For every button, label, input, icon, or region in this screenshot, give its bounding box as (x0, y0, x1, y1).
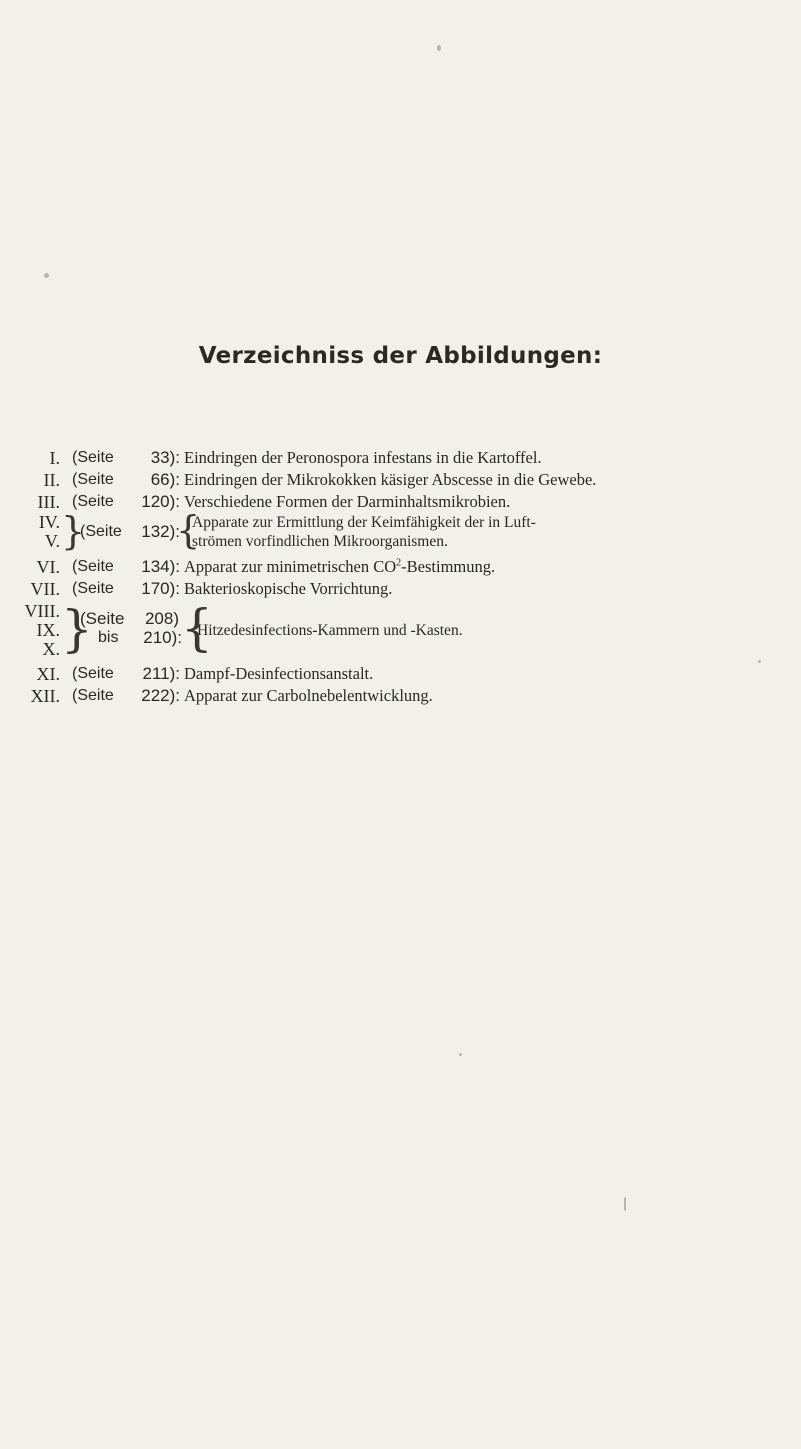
paper-speck (44, 273, 49, 278)
seite-label: (Seite (72, 580, 114, 597)
figure-number: XI. (36, 664, 60, 684)
figure-number: VIII. (24, 601, 60, 621)
paper-speck (437, 45, 441, 51)
seite-label: (Seite (72, 665, 114, 682)
page-number: 170): (141, 579, 180, 598)
right-brace-glyph: } (61, 509, 86, 553)
list-item (0, 469, 801, 491)
superscript: 2 (396, 557, 402, 569)
seite-label: (Seite (72, 471, 114, 488)
list-item (0, 447, 801, 469)
left-brace-glyph: { (176, 508, 201, 552)
figure-number: II. (43, 470, 60, 490)
list-item (0, 578, 801, 600)
seite-label: (Seite (72, 558, 114, 575)
page-number: 132): (141, 522, 180, 541)
page-number: 211): (142, 664, 180, 683)
figure-number: V. (44, 531, 60, 551)
page-number: 33): (150, 448, 180, 467)
paper-speck (459, 1053, 462, 1056)
figure-description: Eindringen der Mikrokokken käsiger Abscesse in die Gewebe. (184, 470, 597, 489)
page-number: 222): (141, 686, 180, 705)
figure-number: VII. (30, 579, 60, 599)
figure-number: III. (37, 492, 60, 512)
seite-label: (Seite (72, 687, 114, 704)
seite-label: (Seite (72, 449, 114, 466)
figure-number: X. (42, 639, 60, 659)
seite-label: (Seite (80, 523, 122, 540)
page-number: 134): (141, 557, 180, 576)
bis-label: bis (98, 629, 119, 646)
figure-number: IX. (36, 620, 60, 640)
figure-description: Bakterioskopische Vorrichtung. (184, 579, 393, 598)
seite-label: (Seite (80, 609, 125, 628)
page-number: 120): (141, 492, 180, 511)
figure-description: Eindringen der Peronospora infestans in die Kartoffel. (184, 448, 542, 467)
figure-description: Apparat zur minimetrischen $CO^2$-Bestimmung. (184, 557, 496, 576)
figure-description: Apparate zur Ermittlung der Keimfähigkeit der in Luft- (192, 514, 536, 531)
figure-description: strömen vorfindlichen Mikroorganismen. (192, 533, 448, 550)
figure-number: IV. (38, 512, 60, 532)
page-title: Verzeichniss der Abbildungen: (198, 343, 603, 369)
figure-description: Verschiedene Formen der Darminhaltsmikrobien. (184, 492, 511, 511)
page-number: 66): (150, 470, 180, 489)
figure-description: Dampf-Desinfectionsanstalt. (184, 664, 374, 683)
right-brace-glyph: } (61, 600, 93, 658)
list-item (0, 556, 801, 578)
figure-description: Apparat zur Carbolnebelentwicklung. (184, 686, 433, 705)
figure-number: XII. (30, 686, 60, 706)
seite-label: (Seite (72, 493, 114, 510)
list-item (0, 685, 801, 707)
figure-number: I. (49, 448, 60, 468)
list-item (0, 491, 801, 513)
page-number-to: 210): (143, 628, 182, 647)
figure-description: Hitzedesinfections-Kammern und -Kasten. (197, 622, 463, 639)
paper-speck (758, 660, 761, 663)
list-item (0, 663, 801, 685)
figure-number: VI. (36, 557, 60, 577)
left-brace-glyph: { (181, 599, 213, 657)
page-number-from: 208) (144, 609, 179, 628)
paper-speck (624, 1197, 626, 1211)
